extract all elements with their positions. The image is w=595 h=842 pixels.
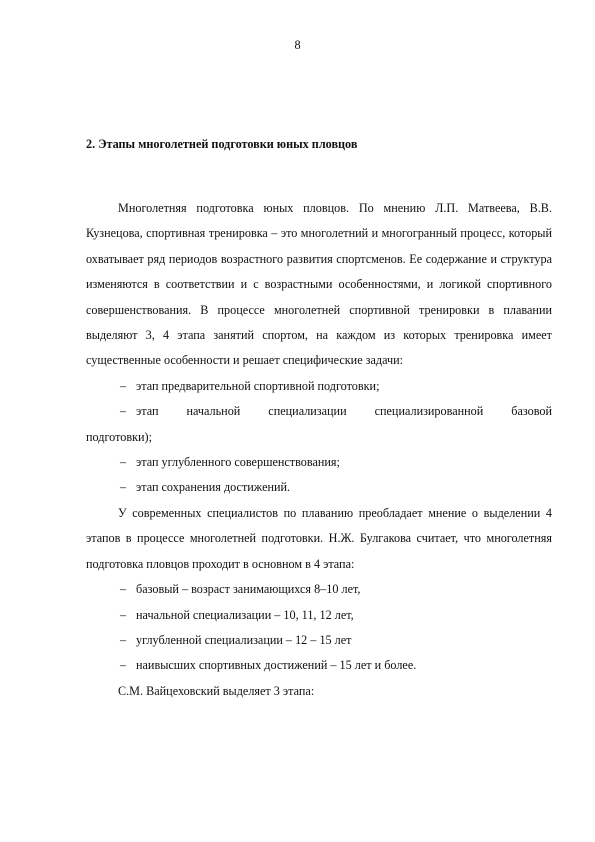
list-item: [86, 475, 552, 500]
page-number: 8: [294, 38, 301, 52]
list-item-text: наивысших спортивных достижений – 15 лет и более.: [136, 658, 417, 673]
list-item: [86, 603, 552, 628]
dash-bullet: –: [120, 607, 127, 622]
dash-bullet: –: [120, 404, 127, 419]
list-item-text: углубленной специализации – 12 – 15 лет: [136, 632, 352, 647]
list-item: [86, 450, 552, 475]
body-text: [86, 196, 552, 704]
list-item: [86, 399, 552, 450]
list-item-text: базовый – возраст занимающихся 8–10 лет,: [136, 582, 361, 597]
section-heading: 2. Этапы многолетней подготовки юных пловцов: [86, 137, 358, 151]
list-item-text-continued: подготовки);: [86, 429, 152, 444]
list-item-text: этап начальной специализации специализированной базовой: [136, 404, 552, 419]
list-item-text: этап углубленного совершенствования;: [136, 455, 340, 470]
dash-bullet: –: [120, 658, 127, 673]
list-item-text: этап сохранения достижений.: [136, 480, 291, 495]
list-item: [86, 374, 552, 399]
dash-bullet: –: [120, 455, 127, 470]
list-item-text: этап предварительной спортивной подготовки;: [136, 378, 380, 393]
list-item-text: начальной специализации – 10, 11, 12 лет,: [136, 607, 354, 622]
dash-bullet: –: [120, 378, 127, 393]
list-item: [86, 653, 552, 678]
list-item: [86, 628, 552, 653]
dash-bullet: –: [120, 632, 127, 647]
paragraph-stages: У современных специалистов по плаванию преобладает мнение о выделении 4 этапов в процессе многолетней подготовки. Н.Ж. Булгакова считает, что многолетняя подготовка пловцов проходит в основном в 4 этапа:: [86, 505, 552, 571]
dash-bullet: –: [120, 480, 127, 495]
list-item: [86, 577, 552, 602]
paragraph-intro: Многолетняя подготовка юных пловцов. По мнению Л.П. Матвеева, В.В. Кузнецова, спортивная тренировка – это многолетний и многогранный процесс, который охватывает ряд периодов возрастного развития спортсменов. Ее содержание и структура изменяются в соответствии и с возрастными особенностями, и логикой спортивного совершенствования. В процессе многолетней спортивной тренировки в плавании выделяют 3, 4 этапа занятий спортом, на каждом из которых тренировка имеет существенные особенности и решает специфические задачи:: [86, 201, 552, 368]
paragraph-vaitsekhovsky: С.М. Вайцеховский выделяет 3 этапа:: [118, 683, 315, 698]
dash-bullet: –: [120, 582, 127, 597]
